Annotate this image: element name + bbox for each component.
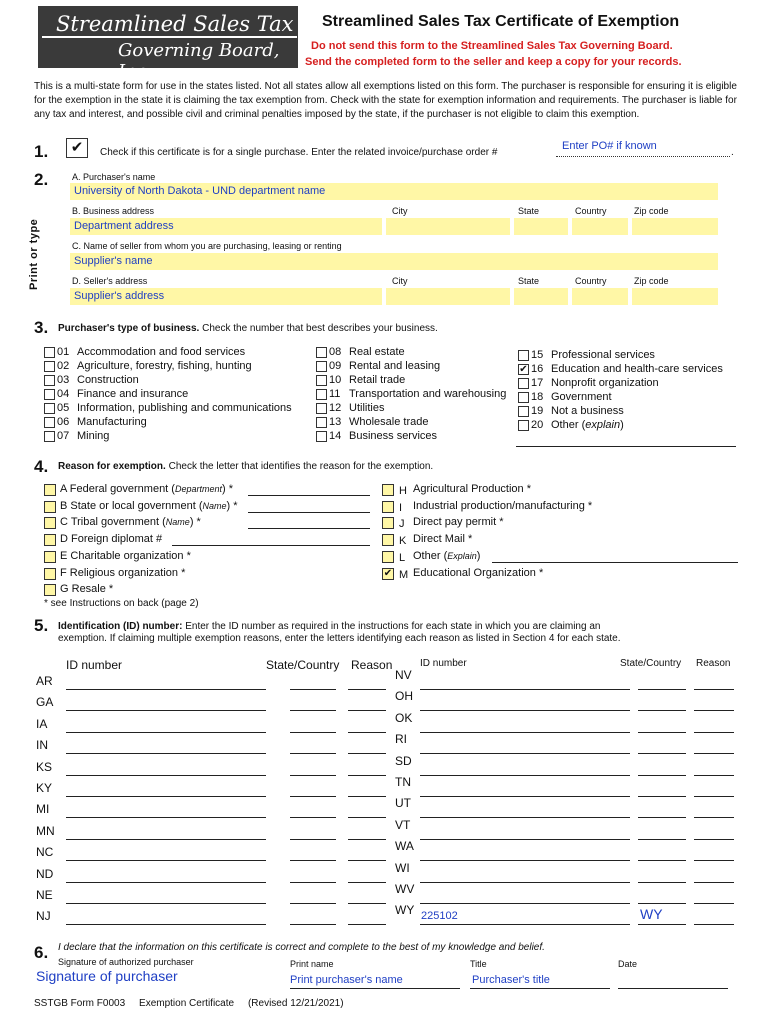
business-country-field[interactable] bbox=[572, 218, 628, 235]
single-purchase-checkbox[interactable] bbox=[66, 138, 88, 158]
right-state-header: State/Country bbox=[620, 658, 682, 669]
section-5-number: 5. bbox=[34, 616, 49, 635]
reason-letter: C bbox=[60, 516, 68, 529]
state-line-left[interactable] bbox=[290, 924, 336, 925]
business-type-code: 14 bbox=[329, 430, 342, 442]
business-type-label: Professional services bbox=[551, 349, 655, 361]
business-type-02-checkbox[interactable] bbox=[44, 361, 55, 372]
left-state-header: State/Country bbox=[266, 658, 340, 672]
business-type-11-checkbox[interactable] bbox=[316, 389, 327, 400]
reason-text: Industrial production/manufacturing * bbox=[413, 499, 593, 512]
state-code-left: NC bbox=[36, 845, 54, 860]
left-id-header: ID number bbox=[66, 658, 123, 672]
instructions-footnote: * see Instructions on back (page 2) bbox=[44, 598, 199, 609]
reason-text: Direct pay permit * bbox=[413, 516, 504, 529]
right-id-header: ID number bbox=[420, 658, 467, 669]
business-address-field[interactable]: Department address bbox=[70, 218, 382, 235]
id-line-left[interactable] bbox=[66, 710, 266, 711]
reason-line-left[interactable] bbox=[348, 796, 386, 797]
business-type-code: 10 bbox=[329, 374, 342, 386]
business-type-09-checkbox[interactable] bbox=[316, 361, 327, 372]
state-code-right: SD bbox=[395, 753, 412, 768]
id-line-left[interactable] bbox=[66, 903, 266, 904]
reason-text: Educational Organization * bbox=[413, 566, 544, 579]
id-line-left[interactable] bbox=[66, 753, 266, 754]
print-name-label: Print name bbox=[290, 959, 334, 969]
seller-address-label: D. Seller's address bbox=[72, 276, 148, 286]
id-line-right[interactable] bbox=[420, 732, 630, 733]
business-type-label: Business services bbox=[349, 430, 438, 442]
business-type-19-checkbox[interactable] bbox=[518, 406, 529, 417]
business-type-label: Retail trade bbox=[349, 374, 406, 386]
id-line-right[interactable] bbox=[420, 775, 630, 776]
declaration-text: I declare that the information on this certificate is correct and complete to the best of my knowledge and belief. bbox=[58, 942, 545, 953]
id-number-title: Identification (ID) number: bbox=[58, 621, 183, 632]
seller-state-label: State bbox=[518, 276, 540, 286]
state-code-left: ND bbox=[36, 866, 54, 881]
po-number-line bbox=[556, 156, 730, 157]
reason-line-left[interactable] bbox=[348, 732, 386, 733]
business-type-code: 05 bbox=[57, 402, 70, 414]
business-zip-field[interactable] bbox=[632, 218, 718, 235]
exemption-reason-instruction: Check the letter that identifies the reason for the exemption. bbox=[168, 461, 434, 472]
print-or-type-label: Print or type bbox=[28, 218, 40, 290]
business-type-10-checkbox[interactable] bbox=[316, 375, 327, 386]
form-footer: SSTGB Form F0003 Exemption Certificate (Revised 12/21/2021) bbox=[34, 998, 344, 1009]
reason-line-left[interactable] bbox=[348, 753, 386, 754]
exemption-reason-title: Reason for exemption. bbox=[58, 461, 166, 472]
state-line-right[interactable] bbox=[638, 903, 686, 904]
business-type-08-checkbox[interactable] bbox=[316, 347, 327, 358]
id-line-right[interactable] bbox=[420, 860, 630, 861]
state-line-right[interactable] bbox=[638, 710, 686, 711]
state-line-right[interactable] bbox=[638, 860, 686, 861]
business-country-label: Country bbox=[575, 206, 607, 216]
reason-c-checkbox[interactable] bbox=[44, 517, 56, 529]
reason-b-line bbox=[248, 512, 370, 513]
state-code-left: MN bbox=[36, 823, 55, 838]
business-type-code: 17 bbox=[531, 377, 544, 389]
reason-l-line bbox=[492, 562, 738, 563]
state-code-left: KY bbox=[36, 781, 53, 795]
state-code-right: VT bbox=[395, 817, 411, 832]
reason-letter: I bbox=[399, 501, 403, 514]
business-type-label: Wholesale trade bbox=[349, 416, 429, 428]
business-type-label: Real estate bbox=[349, 346, 405, 358]
reason-line-left[interactable] bbox=[348, 882, 386, 883]
business-type-17-checkbox[interactable] bbox=[518, 378, 529, 389]
print-name-line bbox=[290, 988, 460, 989]
reason-line-right[interactable] bbox=[694, 924, 734, 925]
business-state-label: State bbox=[518, 206, 540, 216]
seller-zip-label: Zip code bbox=[634, 276, 669, 286]
reason-line-right[interactable] bbox=[694, 796, 734, 797]
state-line-right[interactable] bbox=[638, 839, 686, 840]
section-4-number: 4. bbox=[34, 457, 49, 476]
reason-line-right[interactable] bbox=[694, 817, 734, 818]
business-type-label: Finance and insurance bbox=[77, 388, 189, 400]
state-code-right: WY bbox=[395, 903, 415, 918]
state-code-left: GA bbox=[36, 695, 54, 710]
reason-letter: A bbox=[60, 483, 67, 495]
title-line bbox=[470, 988, 610, 989]
section-2-number: 2. bbox=[34, 170, 49, 189]
state-line-right[interactable] bbox=[638, 775, 686, 776]
reason-j-label bbox=[413, 516, 503, 528]
state-code-left: AR bbox=[36, 674, 53, 688]
reason-letter: H bbox=[399, 485, 407, 497]
business-type-label: Other (explain) bbox=[551, 419, 624, 431]
business-type-05-checkbox[interactable] bbox=[44, 403, 55, 414]
explain-note: explain bbox=[585, 419, 621, 431]
business-type-13-checkbox[interactable] bbox=[316, 417, 327, 428]
state-line-right[interactable] bbox=[638, 924, 686, 925]
business-type-code: 20 bbox=[531, 419, 544, 431]
business-type-code: 19 bbox=[531, 405, 544, 417]
id-line-right[interactable] bbox=[420, 817, 630, 818]
id-line-left[interactable] bbox=[66, 839, 266, 840]
reason-line-right[interactable] bbox=[694, 753, 734, 754]
reason-a-label: A Federal government (Department) * bbox=[60, 483, 234, 495]
business-type-label: Mining bbox=[77, 430, 110, 442]
business-type-14-checkbox[interactable] bbox=[316, 431, 327, 442]
date-line bbox=[618, 988, 728, 989]
reason-text: Agricultural Production * bbox=[413, 483, 532, 495]
reason-text: Direct Mail * bbox=[413, 533, 473, 546]
section-3-number: 3. bbox=[34, 318, 49, 337]
reason-b-checkbox[interactable] bbox=[44, 501, 56, 513]
id-number-instruction-1: Enter the ID number as required in the instructions for each state in which you are claiming an bbox=[185, 621, 601, 632]
checkmark-icon: ✔ bbox=[70, 139, 84, 156]
warning-line-1: Do not send this form to the Streamlined Sales Tax Governing Board. bbox=[311, 40, 673, 52]
business-type-code: 07 bbox=[57, 430, 70, 442]
reason-c-line bbox=[248, 528, 370, 529]
reason-g-label bbox=[60, 583, 113, 595]
po-number-field[interactable]: Enter PO# if known bbox=[562, 140, 657, 152]
id-line-left[interactable] bbox=[66, 860, 266, 861]
date-label: Date bbox=[618, 959, 638, 969]
state-line-left[interactable] bbox=[290, 689, 336, 690]
business-type-label: Nonprofit organization bbox=[551, 377, 659, 389]
purchaser-name-label: A. Purchaser's name bbox=[72, 172, 156, 182]
reason-m-label bbox=[413, 567, 543, 579]
seller-name-field[interactable]: Supplier's name bbox=[70, 253, 718, 270]
business-state-field[interactable] bbox=[514, 218, 568, 235]
state-line-left[interactable] bbox=[290, 775, 336, 776]
business-type-label: Education and health-care services bbox=[551, 363, 723, 375]
reason-letter: E bbox=[60, 549, 68, 562]
reason-e-checkbox[interactable] bbox=[44, 551, 56, 563]
state-code-right: UT bbox=[395, 796, 411, 811]
business-type-06-checkbox[interactable] bbox=[44, 417, 55, 428]
seller-name-label: C. Name of seller from whom you are purchasing, leasing or renting bbox=[72, 241, 342, 251]
state-code-left: NJ bbox=[36, 909, 51, 924]
id-line-right[interactable] bbox=[420, 689, 630, 690]
state-line-left[interactable] bbox=[290, 839, 336, 840]
id-line-right[interactable] bbox=[420, 839, 630, 840]
reason-e-label bbox=[60, 550, 191, 562]
id-line-left[interactable] bbox=[66, 732, 266, 733]
reason-letter: G bbox=[60, 583, 69, 596]
business-type-label: Rental and leasing bbox=[349, 360, 441, 372]
wy-state-value[interactable]: WY bbox=[640, 906, 663, 923]
left-reason-header: Reason bbox=[351, 658, 393, 672]
reason-text: Resale * bbox=[71, 583, 114, 596]
state-code-right: OH bbox=[395, 689, 413, 704]
reason-k-checkbox[interactable] bbox=[382, 534, 394, 546]
reason-letter: B bbox=[60, 499, 68, 512]
id-line-right[interactable] bbox=[420, 710, 630, 711]
business-type-title: Purchaser's type of business. bbox=[58, 323, 200, 334]
reason-b-label: B State or local government (Name) * bbox=[60, 499, 238, 512]
seller-country-label: Country bbox=[575, 276, 607, 286]
business-type-label: Utilities bbox=[349, 402, 385, 414]
logo-swoosh bbox=[42, 36, 297, 38]
reason-line-right[interactable] bbox=[694, 732, 734, 733]
business-type-heading bbox=[58, 323, 438, 334]
po-period: . bbox=[731, 147, 734, 158]
business-type-code: 04 bbox=[57, 388, 70, 400]
reason-text: State or local government bbox=[70, 499, 196, 512]
business-type-15-checkbox[interactable] bbox=[518, 350, 529, 361]
reason-line-left[interactable] bbox=[348, 710, 386, 711]
reason-line-left[interactable] bbox=[348, 860, 386, 861]
business-type-20-checkbox[interactable] bbox=[518, 420, 529, 431]
business-type-code: 15 bbox=[531, 349, 544, 361]
id-line-right[interactable] bbox=[420, 882, 630, 883]
reason-text: Foreign diplomat # bbox=[71, 533, 163, 546]
business-type-04-checkbox[interactable] bbox=[44, 389, 55, 400]
reason-line-right[interactable] bbox=[694, 839, 734, 840]
id-line-left[interactable] bbox=[66, 882, 266, 883]
reason-h-checkbox[interactable] bbox=[382, 484, 394, 496]
reason-letter: L bbox=[399, 551, 406, 564]
reason-c-label: C Tribal government (Name) * bbox=[60, 516, 201, 529]
reason-line-left[interactable] bbox=[348, 817, 386, 818]
section-1-number: 1. bbox=[34, 142, 49, 161]
reason-line-right[interactable] bbox=[694, 710, 734, 711]
reason-text: Other bbox=[413, 549, 441, 562]
print-name-field[interactable]: Print purchaser's name bbox=[290, 974, 403, 986]
business-type-12-checkbox[interactable] bbox=[316, 403, 327, 414]
reason-k-label bbox=[413, 533, 472, 545]
reason-f-checkbox[interactable] bbox=[44, 568, 56, 580]
other-label: Other bbox=[551, 419, 579, 431]
reason-note: Name bbox=[165, 517, 190, 528]
business-type-03-checkbox[interactable] bbox=[44, 375, 55, 386]
wy-id-value[interactable]: 225102 bbox=[421, 910, 458, 923]
business-type-label: Construction bbox=[77, 374, 139, 386]
business-type-code: 12 bbox=[329, 402, 342, 414]
state-code-right: WA bbox=[395, 839, 414, 854]
reason-f-label bbox=[60, 567, 185, 579]
id-line-right[interactable] bbox=[420, 924, 630, 925]
state-line-left[interactable] bbox=[290, 882, 336, 883]
state-code-left: IA bbox=[36, 716, 48, 731]
logo-line-1: Streamlined Sales Tax bbox=[56, 12, 294, 36]
business-type-code: 02 bbox=[57, 360, 70, 372]
sstgb-logo bbox=[38, 6, 298, 82]
seller-zip-field[interactable] bbox=[632, 288, 718, 305]
business-type-code: 01 bbox=[57, 346, 70, 358]
business-city-label: City bbox=[392, 206, 408, 216]
business-city-field[interactable] bbox=[386, 218, 510, 235]
business-type-code: 09 bbox=[329, 360, 342, 372]
reason-letter: F bbox=[60, 566, 67, 579]
reason-letter: J bbox=[399, 518, 405, 531]
reason-line-left[interactable] bbox=[348, 689, 386, 690]
reason-text: Tribal government bbox=[70, 516, 160, 529]
reason-g-checkbox[interactable] bbox=[44, 584, 56, 596]
intro-paragraph: This is a multi-state form for use in the states listed. Not all states allow all exemptions listed on this form. The purchaser is responsible for ensuring it is eligible for the exemption in the state it is claiming the tax exemption from. Check with the state for exemption information and requirements. The purchaser is liable for any tax and interest, and possible civil and criminal penalties imposed by the state, if the purchaser is not eligible to claim this exemption. bbox=[34, 81, 737, 120]
business-type-code: 16 bbox=[531, 363, 544, 375]
state-code-right: NV bbox=[395, 668, 412, 682]
state-line-right[interactable] bbox=[638, 796, 686, 797]
state-code-left: NE bbox=[36, 888, 53, 902]
id-line-left[interactable] bbox=[66, 796, 266, 797]
reason-letter: K bbox=[399, 535, 407, 548]
signature-field[interactable]: Signature of purchaser bbox=[36, 968, 178, 984]
business-type-label: Accommodation and food services bbox=[77, 346, 246, 358]
business-type-code: 18 bbox=[531, 391, 544, 403]
id-line-right[interactable] bbox=[420, 796, 630, 797]
reason-a-checkbox[interactable] bbox=[44, 484, 56, 496]
reason-text: Religious organization * bbox=[69, 566, 186, 579]
seller-address-field[interactable]: Supplier's address bbox=[70, 288, 382, 305]
reason-note: Explain bbox=[447, 550, 477, 561]
section-6-number: 6. bbox=[34, 943, 49, 962]
id-line-right[interactable] bbox=[420, 753, 630, 754]
state-line-right[interactable] bbox=[638, 817, 686, 818]
reason-line-right[interactable] bbox=[694, 689, 734, 690]
purchaser-name-field[interactable]: University of North Dakota - UND department name bbox=[70, 183, 718, 200]
reason-line-left[interactable] bbox=[348, 775, 386, 776]
reason-letter: M bbox=[399, 568, 409, 581]
state-code-left: IN bbox=[36, 738, 48, 753]
reason-line-right[interactable] bbox=[694, 903, 734, 904]
business-type-16-checkbox[interactable]: ✔ bbox=[519, 364, 528, 375]
state-line-left[interactable] bbox=[290, 796, 336, 797]
state-code-right: WV bbox=[395, 882, 415, 896]
reason-note: Name bbox=[202, 500, 227, 511]
id-line-left[interactable] bbox=[66, 924, 266, 925]
state-line-left[interactable] bbox=[290, 753, 336, 754]
business-type-07-checkbox[interactable] bbox=[44, 431, 55, 442]
seller-city-field[interactable] bbox=[386, 288, 510, 305]
logo-line-2: Governing Board, Inc. bbox=[118, 40, 280, 82]
state-line-left[interactable] bbox=[290, 817, 336, 818]
business-type-label: Transportation and warehousing bbox=[349, 388, 507, 400]
other-explain-line bbox=[516, 446, 736, 447]
id-number-heading bbox=[58, 621, 600, 632]
state-code-right: RI bbox=[395, 732, 407, 747]
business-type-label: Government bbox=[551, 391, 612, 403]
reason-j-checkbox[interactable] bbox=[382, 517, 394, 529]
id-line-right[interactable] bbox=[420, 903, 630, 904]
business-type-label: Manufacturing bbox=[77, 416, 147, 428]
reason-line-left[interactable] bbox=[348, 903, 386, 904]
reason-h-label bbox=[413, 483, 531, 495]
exemption-reason-heading bbox=[58, 461, 433, 472]
reason-text: Charitable organization * bbox=[70, 549, 191, 562]
reason-l-checkbox[interactable] bbox=[382, 551, 394, 563]
reason-i-checkbox[interactable] bbox=[382, 501, 394, 513]
reason-m-checkbox[interactable]: ✔ bbox=[383, 567, 393, 579]
signature-label: Signature of authorized purchaser bbox=[58, 957, 194, 967]
business-type-code: 11 bbox=[329, 388, 341, 400]
title-label: Title bbox=[470, 959, 487, 969]
id-line-left[interactable] bbox=[66, 817, 266, 818]
id-line-left[interactable] bbox=[66, 689, 266, 690]
title-field[interactable]: Purchaser's title bbox=[472, 974, 550, 986]
business-type-label: Not a business bbox=[551, 405, 624, 417]
state-line-left[interactable] bbox=[290, 860, 336, 861]
state-line-right[interactable] bbox=[638, 689, 686, 690]
reason-d-label bbox=[60, 533, 162, 545]
state-code-left: MI bbox=[36, 802, 50, 817]
business-type-code: 08 bbox=[329, 346, 342, 358]
reason-text: Federal government bbox=[69, 483, 169, 495]
seller-city-label: City bbox=[392, 276, 408, 286]
business-address-label: B. Business address bbox=[72, 206, 155, 216]
seller-state-field[interactable] bbox=[514, 288, 568, 305]
single-purchase-label: Check if this certificate is for a single purchase. Enter the related invoice/purchase order # bbox=[100, 147, 498, 158]
state-line-left[interactable] bbox=[290, 732, 336, 733]
business-type-code: 03 bbox=[57, 374, 70, 386]
reason-line-left[interactable] bbox=[348, 924, 386, 925]
id-line-left[interactable] bbox=[66, 775, 266, 776]
state-line-right[interactable] bbox=[638, 753, 686, 754]
business-type-instruction: Check the number that best describes your business. bbox=[202, 323, 438, 334]
reason-line-left[interactable] bbox=[348, 839, 386, 840]
reason-line-right[interactable] bbox=[694, 775, 734, 776]
reason-line-right[interactable] bbox=[694, 882, 734, 883]
reason-d-checkbox[interactable] bbox=[44, 534, 56, 546]
state-line-right[interactable] bbox=[638, 882, 686, 883]
business-zip-label: Zip code bbox=[634, 206, 669, 216]
business-type-code: 06 bbox=[57, 416, 70, 428]
reason-d-line bbox=[172, 545, 370, 546]
reason-line-right[interactable] bbox=[694, 860, 734, 861]
reason-i-label bbox=[413, 500, 592, 512]
reason-letter: D bbox=[60, 533, 68, 546]
id-number-instruction-2: exemption. If claiming multiple exemption reasons, enter the letters identifying each reason as listed in Section 4 for each state. bbox=[58, 633, 621, 644]
form-title: Streamlined Sales Tax Certificate of Exemption bbox=[322, 13, 680, 30]
business-type-01-checkbox[interactable] bbox=[44, 347, 55, 358]
warning-line-2: Send the completed form to the seller and keep a copy for your records. bbox=[305, 56, 682, 68]
business-type-label: Information, publishing and communications bbox=[77, 402, 292, 414]
business-type-label: Agriculture, forestry, fishing, hunting bbox=[77, 360, 252, 372]
seller-country-field[interactable] bbox=[572, 288, 628, 305]
business-type-18-checkbox[interactable] bbox=[518, 392, 529, 403]
state-code-left: KS bbox=[36, 759, 53, 774]
reason-a-line bbox=[248, 495, 370, 496]
state-line-left[interactable] bbox=[290, 903, 336, 904]
state-code-right: WI bbox=[395, 860, 410, 875]
state-line-left[interactable] bbox=[290, 710, 336, 711]
reason-l-label: Other (Explain) bbox=[413, 549, 481, 562]
right-reason-header: Reason bbox=[696, 658, 731, 669]
state-code-right: TN bbox=[395, 775, 411, 789]
state-line-right[interactable] bbox=[638, 732, 686, 733]
reason-note: Department bbox=[174, 484, 223, 494]
state-code-right: OK bbox=[395, 710, 413, 725]
business-type-code: 13 bbox=[329, 416, 342, 428]
